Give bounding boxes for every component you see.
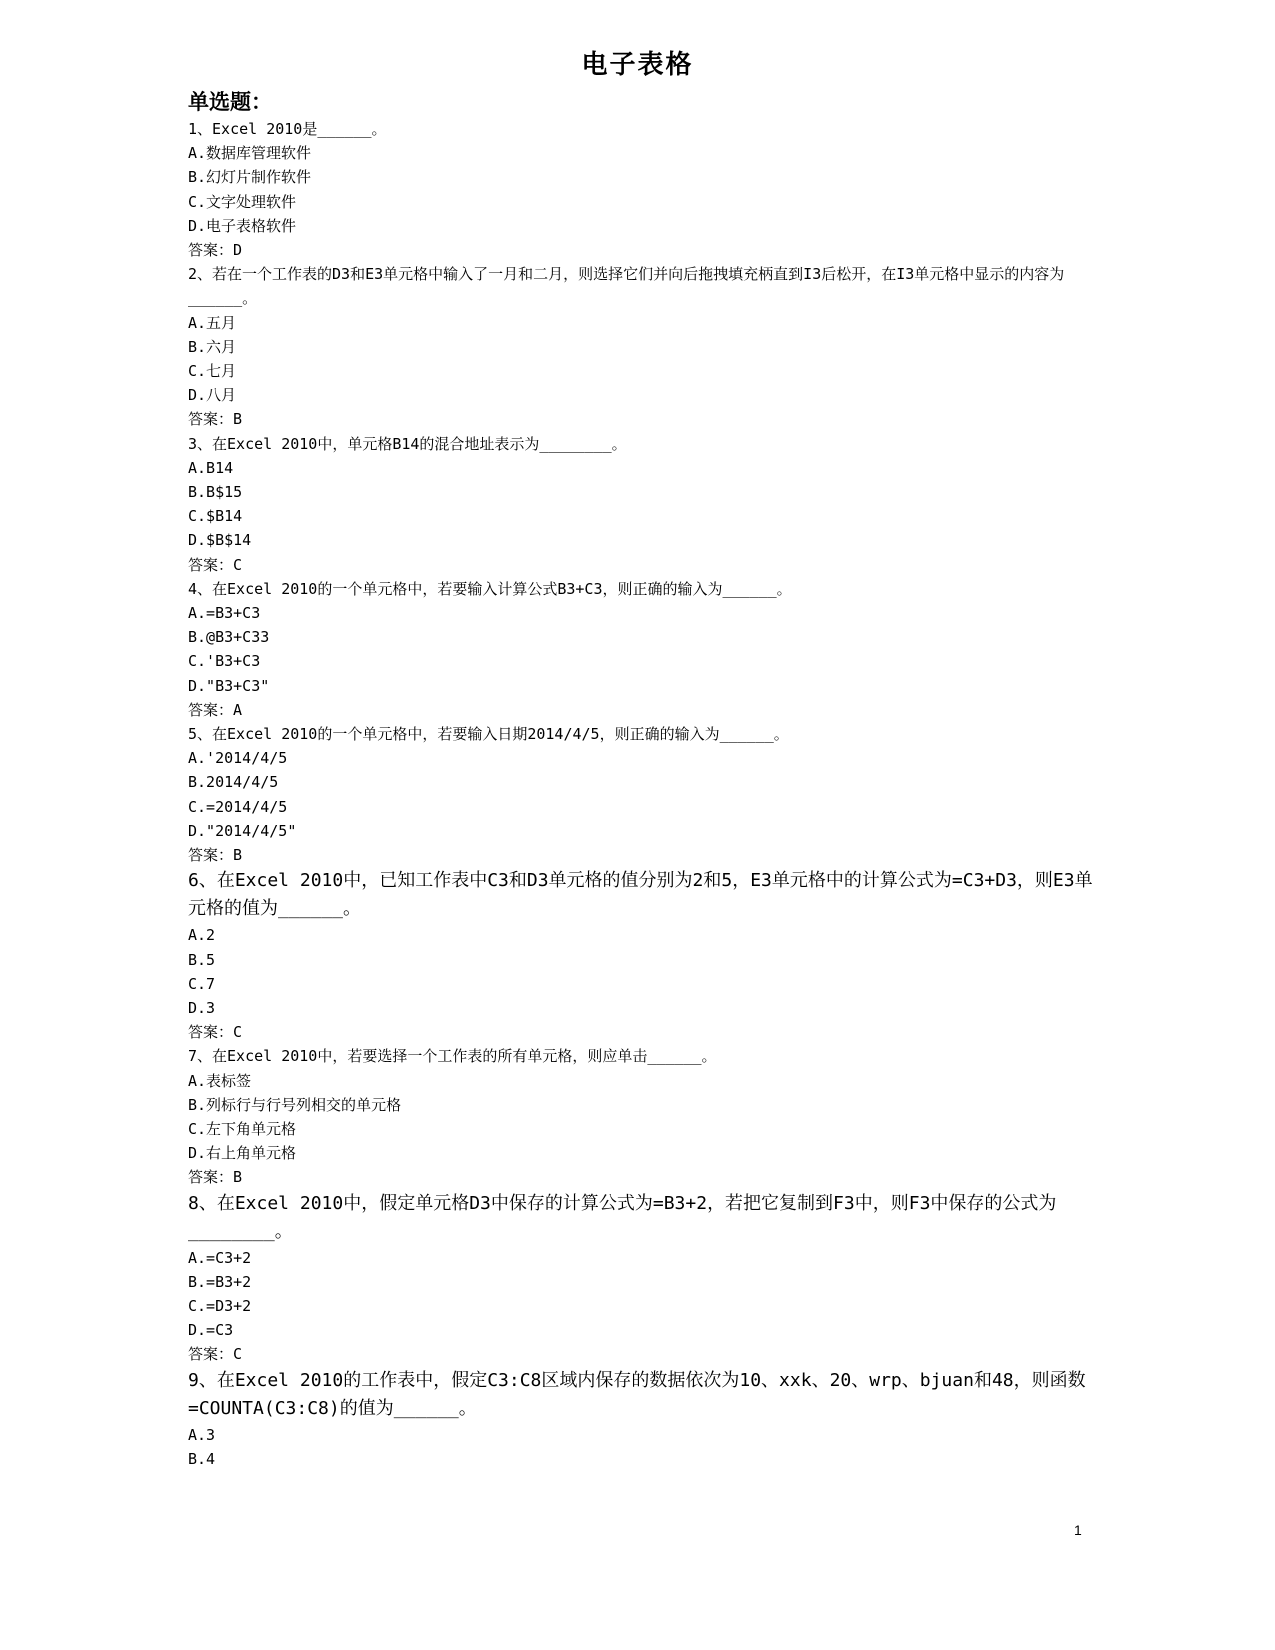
question-5-option-a: A.'2014/4/5 <box>188 749 288 768</box>
question-7-option-d: D.右上角单元格 <box>188 1144 297 1163</box>
question-3-stem: 3、在Excel 2010中，单元格B14的混合地址表示为________。 <box>188 434 627 453</box>
question-8-option-c: C.=D3+2 <box>188 1296 252 1315</box>
question-7-option-c: C.左下角单元格 <box>188 1119 297 1138</box>
question-7-option-a: A.表标签 <box>188 1071 252 1090</box>
question-4-answer: 答案：A <box>188 700 243 719</box>
question-2-option-c: C.七月 <box>188 362 237 381</box>
question-1-option-d: D.电子表格软件 <box>188 216 297 235</box>
question-4-option-a: A.=B3+C3 <box>188 604 261 623</box>
question-2-stem: 2、若在一个工作表的D3和E3单元格中输入了一月和二月，则选择它们并向后拖拽填充柄直到I3后松开，在I3单元格中显示的内容为______。 <box>188 265 1065 308</box>
question-2-option-b: B.六月 <box>188 337 237 356</box>
question-6-option-b: B.5 <box>188 950 216 969</box>
question-9-option-a: A.3 <box>188 1425 216 1444</box>
question-9-stem: 9、在Excel 2010的工作表中，假定C3:C8区域内保存的数据依次为10、xxk、20、wrp、bjuan和48，则函数=COUNTA(C3:C8)的值为______。 <box>188 1369 1086 1419</box>
question-2-option-d: D.八月 <box>188 386 237 405</box>
question-5-answer: 答案：B <box>188 846 243 865</box>
question-1-stem: 1、Excel 2010是______。 <box>188 120 387 138</box>
question-4-option-c: C.'B3+C3 <box>188 652 261 671</box>
question-6-answer: 答案：C <box>188 1023 243 1042</box>
question-6-stem: 6、在Excel 2010中，已知工作表中C3和D3单元格的值分别为2和5，E3单元格中的计算公式为=C3+D3，则E3单元格的值为______。 <box>188 870 1093 920</box>
question-4-option-b: B.@B3+C33 <box>188 628 270 647</box>
question-2-option-a: A.五月 <box>188 313 237 332</box>
question-8-option-b: B.=B3+2 <box>188 1272 252 1291</box>
question-list <box>188 117 1098 1471</box>
question-1-answer: 答案：D <box>188 241 243 260</box>
question-5-option-d: D."2014/4/5" <box>188 821 297 840</box>
question-8-option-d: D.=C3 <box>188 1321 234 1340</box>
question-6-option-d: D.3 <box>188 998 216 1017</box>
question-7-stem: 7、在Excel 2010中，若要选择一个工作表的所有单元格，则应单击______。 <box>188 1047 717 1066</box>
question-4-option-d: D."B3+C3" <box>188 676 270 695</box>
question-7-answer: 答案：B <box>188 1168 243 1187</box>
question-3-option-d: D.$B$14 <box>188 531 252 550</box>
question-3-option-c: C.$B14 <box>188 507 243 526</box>
question-6-option-c: C.7 <box>188 974 216 993</box>
question-8-option-a: A.=C3+2 <box>188 1248 252 1267</box>
question-3-option-b: B.B$15 <box>188 483 243 502</box>
question-5-stem: 5、在Excel 2010的一个单元格中，若要输入日期2014/4/5，则正确的输入为______。 <box>188 725 789 744</box>
question-6-option-a: A.2 <box>188 926 216 945</box>
question-1-option-b: B.幻灯片制作软件 <box>188 168 312 187</box>
question-1-option-a: A.数据库管理软件 <box>188 144 312 163</box>
question-2-answer: 答案：B <box>188 410 243 429</box>
question-3-answer: 答案：C <box>188 555 243 574</box>
page-number: 1 <box>1074 1522 1082 1538</box>
question-5-option-b: B.2014/4/5 <box>188 773 279 792</box>
question-3-option-a: A.B14 <box>188 458 234 477</box>
question-8-stem: 8、在Excel 2010中，假定单元格D3中保存的计算公式为=B3+2，若把它复制到F3中，则F3中保存的公式为________。 <box>188 1192 1057 1242</box>
section-heading: 单选题： <box>188 89 272 114</box>
question-5-option-c: C.=2014/4/5 <box>188 797 288 816</box>
question-8-answer: 答案：C <box>188 1345 243 1364</box>
question-9-option-b: B.4 <box>188 1449 216 1468</box>
page-title: 电子表格 <box>581 50 694 80</box>
question-4-stem: 4、在Excel 2010的一个单元格中，若要输入计算公式B3+C3，则正确的输入为______。 <box>188 579 792 598</box>
question-7-option-b: B.列标行与行号列相交的单元格 <box>188 1095 402 1114</box>
question-1-option-c: C.文字处理软件 <box>188 192 297 211</box>
